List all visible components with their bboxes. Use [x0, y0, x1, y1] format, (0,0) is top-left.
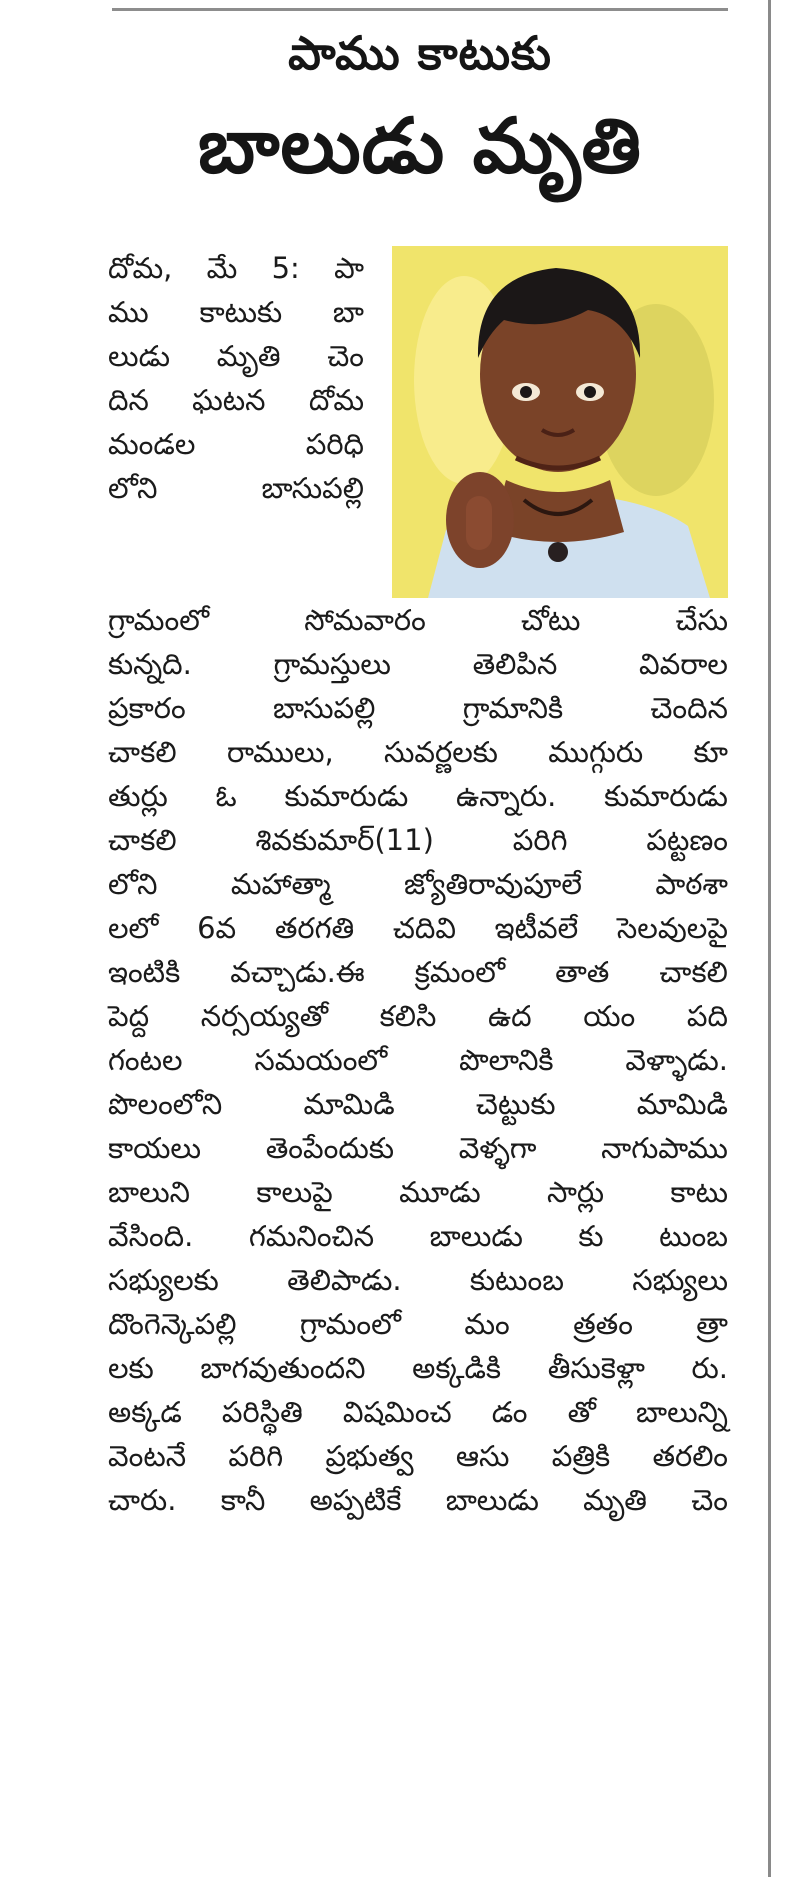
- word: చాకలి: [108, 823, 177, 857]
- word: ఇంటికి: [108, 955, 181, 989]
- word: మండల: [108, 427, 196, 461]
- word: తరలిం: [652, 1439, 728, 1473]
- word: సోమవారం: [304, 603, 426, 637]
- word: చెం: [691, 1483, 728, 1517]
- body-line: [108, 1170, 728, 1214]
- word: మృతి: [216, 339, 281, 373]
- article-body: [108, 246, 728, 1522]
- word: మామిడి: [636, 1087, 728, 1121]
- body-line: [108, 730, 728, 774]
- word: యం: [583, 999, 636, 1033]
- word: చెందిన: [650, 691, 728, 725]
- word: చాకలి: [659, 955, 728, 989]
- word: మహాత్మా: [230, 867, 331, 901]
- word: ఇటీవలే: [494, 911, 579, 945]
- word: పట్టణం: [646, 823, 728, 857]
- word: వేసింది.: [108, 1219, 194, 1253]
- word: రు.: [691, 1351, 728, 1385]
- body-line: [108, 1390, 728, 1434]
- word: కానీ: [220, 1483, 266, 1517]
- word: బాలున్ని: [636, 1395, 728, 1429]
- word: బాగవుతుందని: [200, 1351, 366, 1385]
- word: గ్రామంలో: [108, 603, 210, 637]
- word: తరగతి: [274, 911, 355, 945]
- body-line: [108, 906, 728, 950]
- word: కాటుకు: [199, 295, 283, 329]
- word: ప్రభుత్వ: [325, 1439, 414, 1473]
- word: కుమారుడు: [604, 779, 728, 813]
- word: లకు: [108, 1351, 154, 1385]
- top-divider: [112, 8, 728, 11]
- word: కాటు: [670, 1175, 728, 1209]
- word: మృతి: [583, 1483, 647, 1517]
- word: చేసు: [675, 603, 728, 637]
- word: ప్రకారం: [108, 691, 186, 725]
- body-line: [108, 466, 364, 510]
- body-line: [108, 642, 728, 686]
- word: సభ్యులు: [632, 1263, 728, 1297]
- word: అక్కడికి: [412, 1351, 502, 1385]
- word: కు: [578, 1219, 604, 1253]
- kicker-title: పాము కాటుకు: [288, 26, 552, 80]
- body-line: [108, 378, 364, 422]
- word: లుడు: [108, 339, 171, 373]
- body-line: [108, 950, 728, 994]
- word: ముగ్గురు: [548, 735, 644, 769]
- body-line: [108, 1302, 728, 1346]
- word: దిన: [108, 383, 149, 417]
- body-line: [108, 1214, 728, 1258]
- body-line: [108, 1434, 728, 1478]
- word: ఉద: [488, 999, 532, 1033]
- word: కున్నది.: [108, 647, 192, 681]
- word: కాయలు: [108, 1131, 202, 1165]
- word: పెద్ద: [108, 999, 150, 1033]
- word: ఓ: [215, 779, 237, 813]
- body-line: [108, 862, 728, 906]
- body-line: [108, 1258, 728, 1302]
- word: రాములు,: [226, 735, 334, 769]
- word: చదివి: [392, 911, 456, 945]
- word: తెంపేందుకు: [265, 1131, 395, 1165]
- word: కాలుపై: [256, 1175, 333, 1209]
- headline-title: బాలుడు మృతి: [198, 101, 642, 190]
- word: దోమ,: [108, 251, 173, 285]
- word: పరిగి: [228, 1439, 284, 1473]
- word: త్రా: [696, 1307, 728, 1341]
- word: వెంటనే: [108, 1439, 187, 1473]
- word: పా: [334, 251, 364, 285]
- word: కుమారుడు: [284, 779, 409, 813]
- word: క్రమంలో: [414, 955, 506, 989]
- word: నాగుపాము: [601, 1131, 728, 1165]
- word: తుర్లు: [108, 779, 168, 813]
- word: బాలుని: [108, 1175, 191, 1209]
- word: అక్కడ: [108, 1395, 182, 1429]
- word: తో: [567, 1395, 596, 1429]
- word: బాసుపల్లి: [261, 471, 364, 505]
- word: గంటల: [108, 1043, 183, 1077]
- word: కలిసి: [379, 999, 437, 1033]
- word: సెలవులపై: [616, 911, 728, 945]
- word: 5:: [271, 251, 300, 285]
- word: కుటుంబ: [469, 1263, 564, 1297]
- word: జ్యోతిరావుపూలే: [403, 867, 582, 901]
- word: మూడు: [399, 1175, 481, 1209]
- word: త్రతం: [573, 1307, 633, 1341]
- word: టుంబ: [659, 1219, 728, 1253]
- word: సభ్యులకు: [108, 1263, 219, 1297]
- word: మం: [464, 1307, 510, 1341]
- word: గమనించిన: [248, 1219, 375, 1253]
- word: మే: [206, 251, 238, 285]
- body-line: [108, 422, 364, 466]
- word: పొలానికి: [459, 1043, 554, 1077]
- word: వెళ్ళగా: [458, 1131, 537, 1165]
- body-line: [108, 334, 364, 378]
- word: ఉన్నారు.: [456, 779, 557, 813]
- word: విషమించ: [342, 1395, 452, 1429]
- word: పత్రికి: [551, 1439, 611, 1473]
- body-line: [108, 1082, 728, 1126]
- word: తీసుకెళ్లా: [547, 1351, 645, 1385]
- body-line: [108, 1478, 728, 1522]
- word: తెలిపాడు.: [287, 1263, 402, 1297]
- word: పాఠశా: [655, 867, 728, 901]
- word: గ్రామంలో: [299, 1307, 401, 1341]
- word: పరిధి: [305, 427, 364, 461]
- word: చెం: [327, 339, 364, 373]
- word: వివరాల: [639, 647, 728, 681]
- word: పొలంలోని: [108, 1087, 223, 1121]
- word: లోని: [108, 471, 158, 505]
- word: దోమ: [308, 383, 364, 417]
- word: సువర్ణలకు: [384, 735, 498, 769]
- word: ము: [108, 295, 149, 329]
- word: మామిడి: [303, 1087, 395, 1121]
- word: చెట్టుకు: [475, 1087, 556, 1121]
- body-line: [108, 1346, 728, 1390]
- word: పరిస్థితి: [221, 1395, 303, 1429]
- word: బాలుడు: [445, 1483, 539, 1517]
- column-divider: [768, 0, 771, 1877]
- word: డం: [491, 1395, 528, 1429]
- word: లలో: [108, 911, 159, 945]
- word: బా: [332, 295, 364, 329]
- body-line: [108, 818, 728, 862]
- word: అప్పటికే: [309, 1483, 402, 1517]
- body-line: [108, 686, 728, 730]
- word: సమయంలో: [254, 1043, 388, 1077]
- body-line: [108, 774, 728, 818]
- word: సార్లు: [546, 1175, 605, 1209]
- word: బాలుడు: [429, 1219, 523, 1253]
- word: ఆసు: [455, 1439, 510, 1473]
- word: పరిగి: [512, 823, 568, 857]
- word: లోని: [108, 867, 158, 901]
- body-line: [108, 290, 364, 334]
- word: తాత: [555, 955, 610, 989]
- word: దొంగెన్కెపల్లి: [108, 1307, 237, 1341]
- word: 6వ: [197, 911, 237, 945]
- body-line: [108, 1126, 728, 1170]
- word: కూ: [693, 735, 728, 769]
- word: చోటు: [521, 603, 581, 637]
- word: చాకలి: [108, 735, 177, 769]
- body-line: [108, 598, 728, 642]
- word: ఘటన: [192, 383, 266, 417]
- word: చారు.: [108, 1483, 177, 1517]
- body-line: [108, 1038, 728, 1082]
- word: బాసుపల్లి: [272, 691, 376, 725]
- body-line: [108, 994, 728, 1038]
- word: శివకుమార్(11): [255, 823, 434, 857]
- word: గ్రామస్తులు: [273, 647, 391, 681]
- word: తెలిపిన: [472, 647, 558, 681]
- word: వచ్చాడు.ఈ: [230, 955, 365, 989]
- word: పది: [686, 999, 728, 1033]
- body-line: [108, 246, 364, 290]
- word: వెళ్ళాడు.: [625, 1043, 728, 1077]
- word: నర్సయ్యతో: [200, 999, 329, 1033]
- narrow-text-block: [108, 246, 728, 598]
- word: గ్రామానికి: [462, 691, 564, 725]
